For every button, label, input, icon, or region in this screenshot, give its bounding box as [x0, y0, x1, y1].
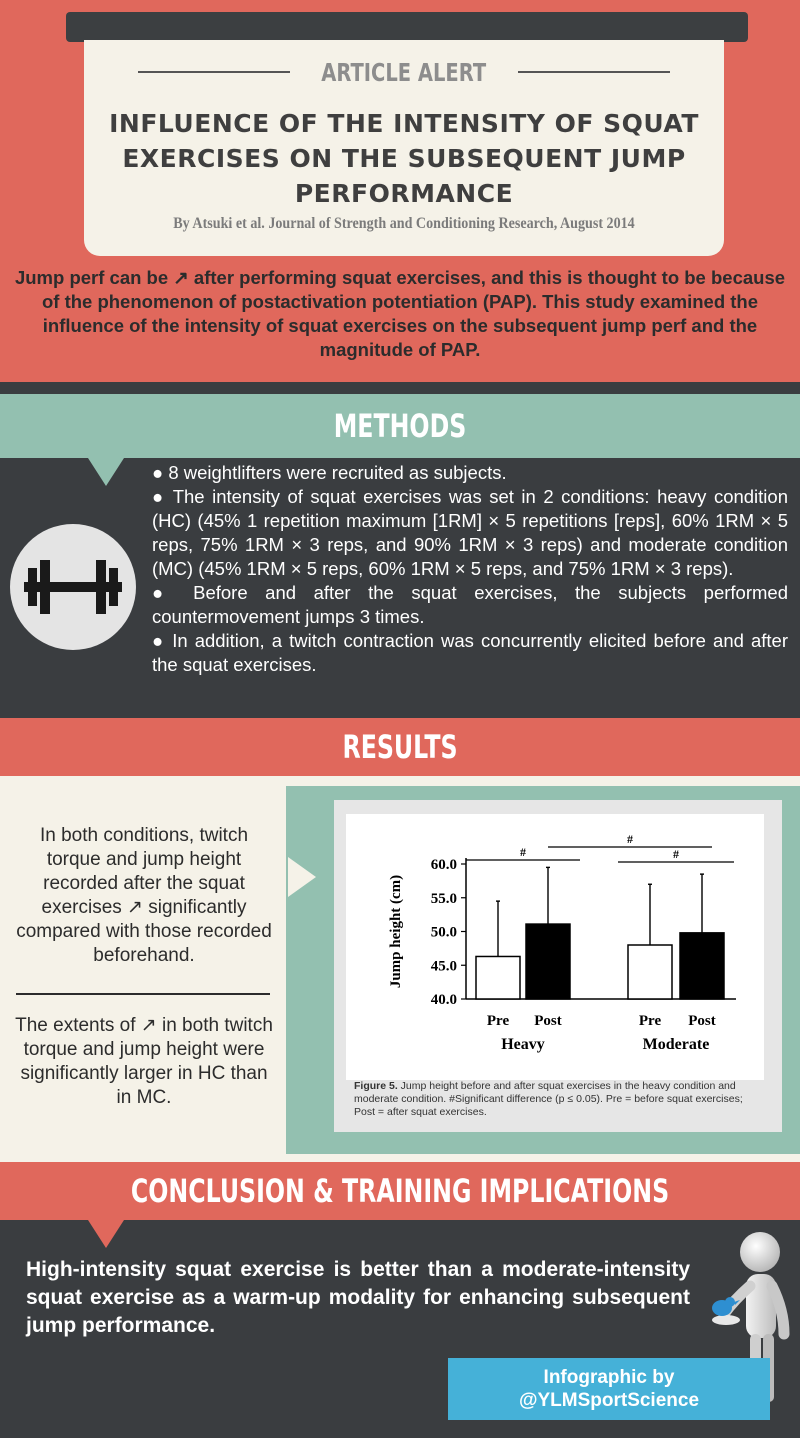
chart-bar: [628, 945, 672, 999]
byline: By Atsuki et al. Journal of Strength and Conditioning Research, August 2014: [173, 215, 635, 232]
figure-pointer: [288, 857, 316, 897]
credit-line-1: Infographic by: [543, 1367, 675, 1388]
figure-caption: [354, 1080, 764, 1119]
chart-y-tick-label: 45.0: [430, 958, 457, 975]
chart-significance-marker: #: [520, 845, 526, 859]
chart-group-label: Heavy: [501, 1036, 545, 1053]
methods-item: ● Before and after the squat exercises, the subjects performed countermovement jumps 3 times.: [152, 582, 788, 627]
credit-handle: @YLMSportScience: [518, 1390, 700, 1411]
figure-image: [346, 814, 764, 1080]
chart-x-tick-label: Post: [534, 1013, 562, 1029]
chart-x-tick-label: Post: [688, 1013, 716, 1029]
methods-list: [152, 461, 788, 677]
title-card: [84, 40, 724, 256]
results-title: RESULTS: [342, 728, 458, 766]
chart-y-tick-label: 55.0: [430, 890, 457, 907]
methods-banner: [0, 394, 800, 458]
chart-y-tick-label: 60.0: [430, 857, 457, 873]
chart-significance-marker: #: [673, 847, 679, 861]
chart-y-axis-label: Jump height (cm): [388, 874, 404, 989]
chart-x-tick-label: Pre: [486, 1013, 510, 1029]
chart-y-tick-label: 50.0: [430, 924, 457, 941]
chart-y-tick-label: 40.0: [430, 992, 457, 1008]
top-bar: [66, 12, 748, 42]
kicker-row: [84, 54, 724, 90]
chart-group-label: Moderate: [642, 1036, 710, 1053]
methods-item: ● The intensity of squat exercises was set in 2 conditions: heavy condition (HC) (45% 1 repetition maximum [1RM] × 5 repetitions [reps], 60% 1RM × 5 reps, 75% 1RM × 3 reps, and 90% 1RM × 3 reps) and moderate condition (MC) (45% 1RM × 5 reps, 60% 1RM × 5 reps, and 75% 1RM × 3 reps).: [152, 486, 788, 579]
conclusion-banner: [0, 1162, 800, 1220]
dumbbell-icon: [10, 524, 136, 650]
results-banner: [0, 718, 800, 776]
credit-badge: [448, 1358, 770, 1420]
chart-x-tick-label: Pre: [638, 1013, 662, 1029]
article-title: INFLUENCE OF THE INTENSITY OF SQUAT EXERCISES ON THE SUBSEQUENT JUMP PERFORMANCE: [109, 109, 699, 208]
methods-title: METHODS: [333, 407, 467, 445]
figure-caption-label: Figure 5.: [354, 1080, 398, 1092]
finding-text-1: In both conditions, twitch torque and jump height recorded after the squat exercises ↗ significantly compared with those recorded beforehand.: [16, 825, 272, 966]
chart-bar: [680, 933, 724, 999]
jump-height-chart: [346, 814, 764, 1080]
chart-bar: [476, 956, 520, 999]
kicker-label: ARTICLE ALERT: [321, 57, 487, 87]
divider-right: [518, 71, 670, 73]
conclusion-pointer: [88, 1220, 124, 1248]
intro-text: Jump perf can be ↗ after performing squat exercises, and this is thought to be because of the phenomenon of postactivation potentiation (PAP). This study examined the influence of the intensity of squat exercises on the subsequent jump perf and the magnitude of PAP.: [14, 267, 786, 360]
finding-text-2: The extents of ↗ in both twitch torque and jump height were significantly larger in HC than in MC.: [15, 1015, 273, 1108]
chart-significance-marker: #: [627, 832, 633, 846]
conclusion-text: High-intensity squat exercise is better than a moderate-intensity squat exercise as a warm-up modality for enhancing subsequent jump performance.: [26, 1258, 690, 1337]
findings-divider: [16, 993, 270, 995]
conclusion-title: CONCLUSION & TRAINING IMPLICATIONS: [130, 1172, 670, 1210]
figure-caption-text: Jump height before and after squat exercises in the heavy condition and moderate condition. #Significant difference (p ≤ 0.05). Pre = before squat exercises; Post = after squat exercises.: [354, 1080, 743, 1118]
methods-item: ● 8 weightlifters were recruited as subjects.: [152, 462, 507, 483]
methods-item: ● In addition, a twitch contraction was concurrently elicited before and after the squat exercises.: [152, 630, 788, 675]
divider-left: [138, 71, 290, 73]
chart-bar: [526, 924, 570, 999]
methods-pointer: [88, 458, 124, 486]
